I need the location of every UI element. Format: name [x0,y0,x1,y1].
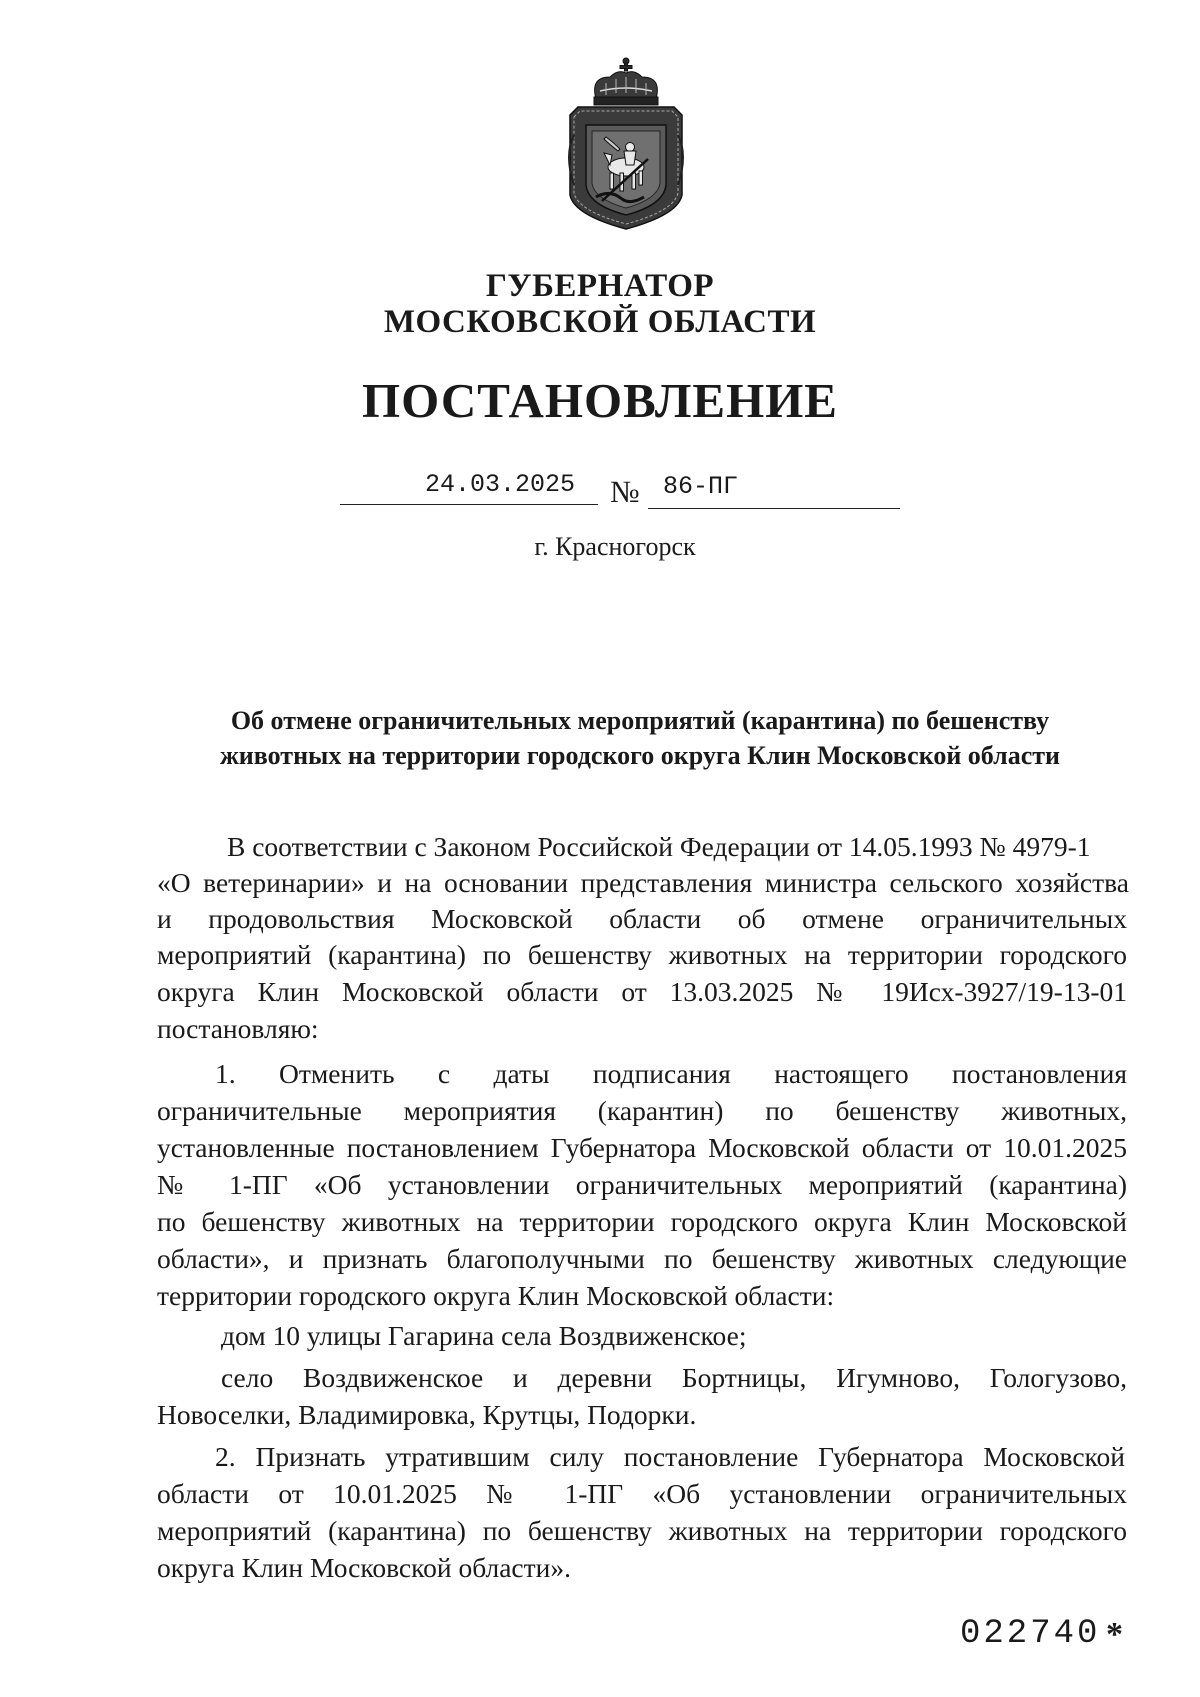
body-line: установленные постановлением Губернатора Московской области от 10.01.2025 [157,1132,1127,1163]
body-line: области», и признать благополучными по бешенству животных следующие [157,1243,1127,1274]
document-date: 24.03.2025 [425,470,576,499]
document-type: ПОСТАНОВЛЕНИЕ [362,373,838,428]
body-line: по бешенству животных на территории городского округа Клин Московской [157,1206,1127,1237]
number-sign: № [610,474,640,509]
body-line: Новоселки, Владимировка, Крутцы, Подорки. [157,1399,697,1430]
body-line: 1. Отменить с даты подписания настоящего постановления [215,1058,1127,1089]
serial-number: 022740 [960,1615,1101,1653]
coat-of-arms-icon [560,55,692,233]
body-line: мероприятий (карантина) по бешенству животных на территории городского [157,939,1127,970]
body-line: постановляю: [157,1013,319,1044]
issuer-title: ГУБЕРНАТОР [485,268,715,304]
body-line: территории городского округа Клин Московской области: [157,1280,835,1311]
document-title-line: животных на территории городского округа Клин Московской области [219,741,1061,770]
body-line: области от 10.01.2025 № 1-ПГ «Об установлении ограничительных [157,1478,1127,1509]
body-line: «О ветеринарии» и на основании представления министра сельского хозяйства [157,867,1129,898]
date-underline [340,504,598,505]
body-line: ограничительные мероприятия (карантин) по бешенству животных, [157,1095,1127,1126]
body-line: округа Клин Московской области от 13.03.2025 № 19Исх-3927/19-13-01 [157,976,1127,1007]
document-number: 86-ПГ [663,472,739,501]
issuer-region: МОСКОВСКОЙ ОБЛАСТИ [383,304,817,340]
document-title-line: Об отмене ограничительных мероприятий (карантина) по бешенству [230,706,1050,735]
body-line: дом 10 улицы Гагарина села Воздвиженское; [221,1320,747,1351]
body-line: № 1-ПГ «Об установлении ограничительных мероприятий (карантина) [157,1169,1127,1200]
number-underline [648,508,900,509]
body-line: В соответствии с Законом Российской Федерации от 14.05.1993 № 4979-1 [227,831,1091,862]
body-line: мероприятий (карантина) по бешенству животных на территории городского [157,1515,1127,1546]
body-line: 2. Признать утратившим силу постановление Губернатора Московской [215,1441,1125,1472]
body-line: и продовольствия Московской области об отмене ограничительных [157,903,1127,934]
body-line: село Воздвиженское и деревни Бортницы, Игумново, Гологузово, [221,1362,1127,1393]
body-line: округа Клин Московской области». [157,1552,571,1583]
issue-city: г. Красногорск [534,532,696,561]
serial-mark: * [1106,1616,1123,1653]
